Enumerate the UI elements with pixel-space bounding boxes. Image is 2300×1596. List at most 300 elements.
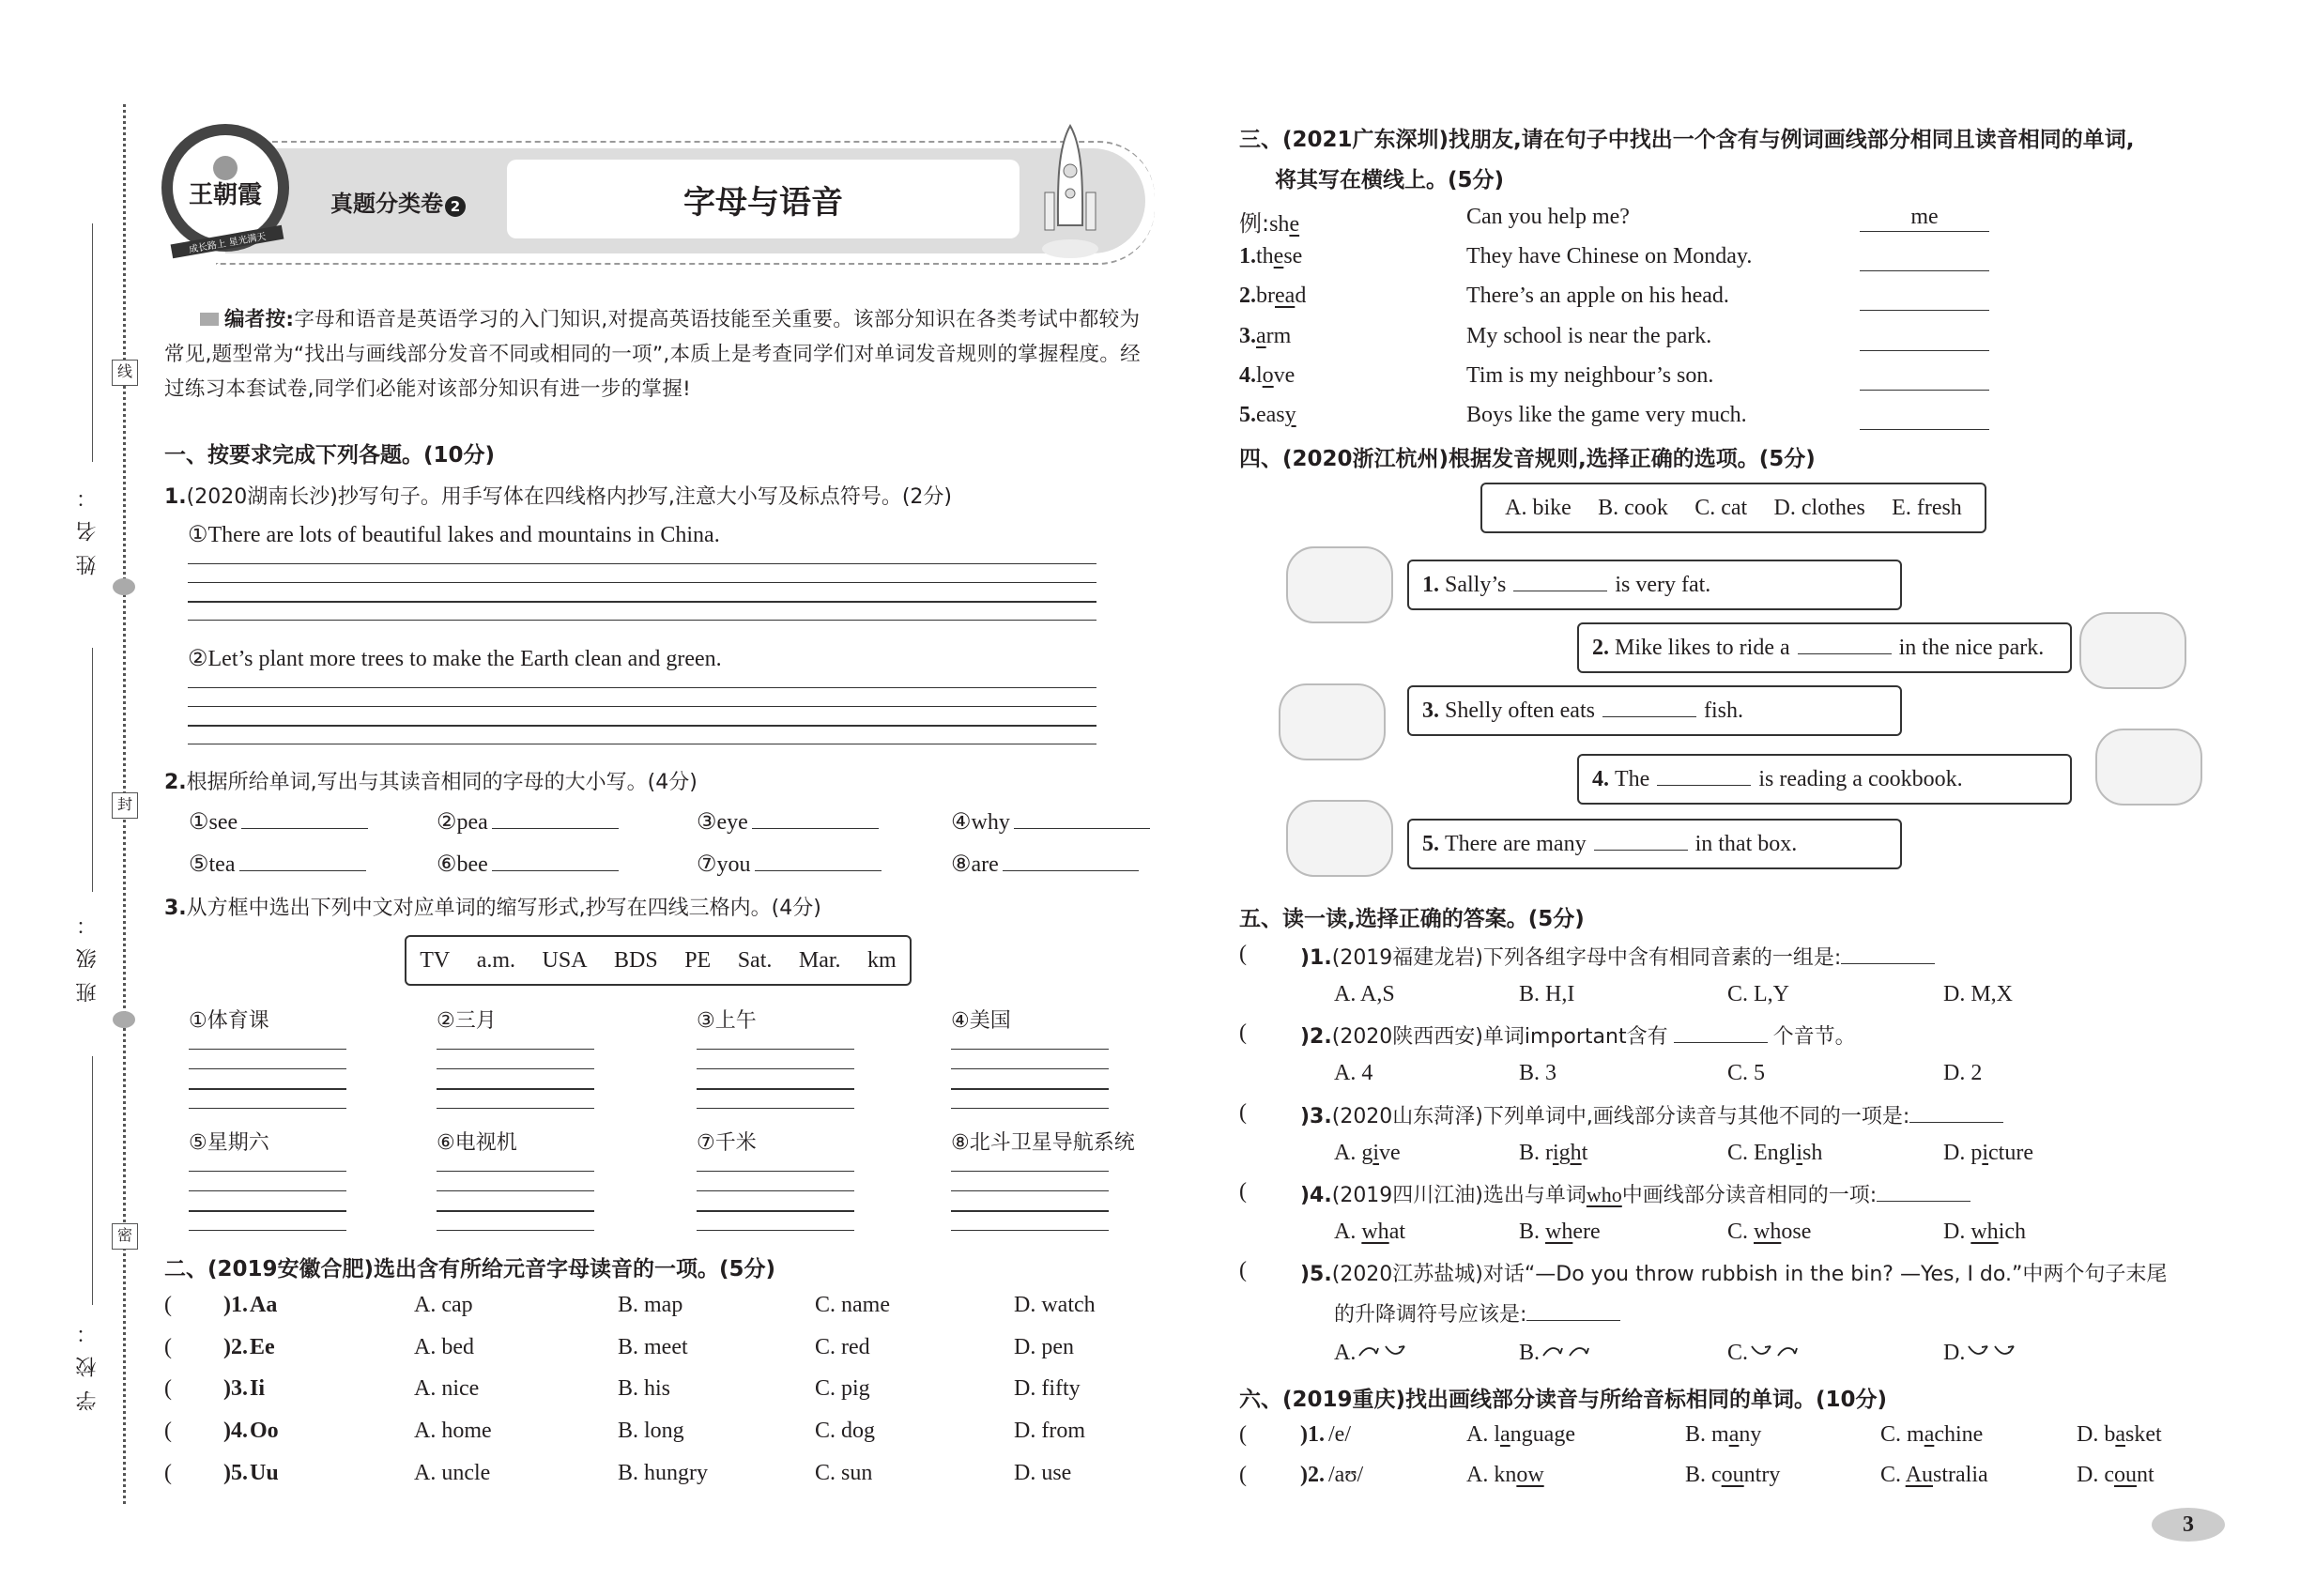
question-number: )5. [223, 1460, 248, 1485]
option-word [1361, 1141, 1400, 1165]
underlined-part: ou [2114, 1463, 2137, 1487]
section-heading: 四、(2020浙江杭州)根据发音规则,选择正确的选项。(5分) [1239, 447, 1816, 471]
word-part: sh [1269, 212, 1290, 237]
target-word [1256, 244, 1302, 269]
word-item [951, 851, 1139, 878]
option[interactable] [1334, 982, 1395, 1007]
underlined-part: wh [1754, 1220, 1782, 1244]
option-word [1907, 1422, 1983, 1447]
word-item [437, 851, 619, 878]
option[interactable] [1727, 1220, 1811, 1245]
question-number: )1. [1300, 1422, 1325, 1447]
four-line-grid[interactable] [437, 1171, 594, 1229]
word-part: sket [2125, 1422, 2162, 1447]
answer-blank[interactable] [492, 809, 619, 829]
option-word [1361, 1220, 1405, 1244]
sentence-part: in that box. [1694, 832, 1798, 856]
word-part: ve [1273, 362, 1296, 388]
option-word [2104, 1422, 2161, 1447]
rocket-icon [1037, 122, 1103, 263]
option-letter: D. [2077, 1463, 2105, 1487]
word-part: se [1283, 244, 1303, 269]
answer-blank[interactable] [1860, 284, 1989, 311]
four-line-grid[interactable] [437, 1049, 594, 1107]
option[interactable] [1014, 1335, 1074, 1360]
option[interactable] [1466, 1422, 1575, 1448]
option[interactable] [1727, 1061, 1765, 1086]
example-word [1239, 363, 1295, 389]
word-part: cture [1988, 1141, 2033, 1165]
word-part: ose [1781, 1220, 1812, 1244]
four-line-grid[interactable] [189, 1171, 346, 1229]
section-heading: 六、(2019重庆)找出画线部分读音与所给音标相同的单词。(10分) [1239, 1388, 1888, 1412]
option-word [1494, 1463, 1543, 1487]
option-word [1545, 1220, 1601, 1244]
answer-paren[interactable]: ( [1239, 1463, 1247, 1487]
word-part: g [1361, 1141, 1373, 1165]
avatar [213, 156, 238, 180]
question-number: 2. [1592, 636, 1609, 660]
option[interactable] [1014, 1419, 1085, 1444]
item-label [437, 1005, 497, 1034]
answer-paren[interactable]: ( [1239, 942, 1247, 966]
option-text: D. from [1014, 1419, 1085, 1444]
underlined-part: Au [1905, 1463, 1934, 1487]
word-part: ny [1739, 1422, 1762, 1447]
option-text: A. home [414, 1419, 492, 1444]
word-part: t [1581, 1141, 1588, 1165]
sentence-box [1407, 560, 1902, 610]
option[interactable] [1880, 1463, 1988, 1488]
option[interactable] [1334, 1141, 1401, 1166]
answer-paren[interactable]: ( [1239, 1422, 1247, 1447]
option-word [1711, 1463, 1780, 1487]
word-bank-option: PE [684, 948, 712, 973]
option[interactable] [414, 1293, 473, 1318]
question-number: )4. [223, 1419, 248, 1444]
option[interactable] [1880, 1422, 1983, 1448]
option[interactable] [815, 1461, 872, 1486]
word-bank-option: Mar. [798, 948, 841, 973]
answer-blank[interactable] [1513, 572, 1607, 591]
option[interactable] [815, 1376, 870, 1402]
word-part: l [1256, 362, 1263, 388]
four-line-grid[interactable] [951, 1171, 1109, 1229]
option[interactable] [1466, 1463, 1544, 1488]
sentence-text: Tim is my neighbour’s son. [1466, 362, 1714, 388]
option-text: B. his [618, 1376, 671, 1402]
item-label [437, 1127, 517, 1156]
answer-blank[interactable] [1003, 852, 1139, 871]
option[interactable] [1519, 1061, 1556, 1086]
item-word: ③eye [697, 810, 748, 835]
sentence-part: is very fat. [1615, 573, 1711, 597]
option[interactable] [1943, 982, 2013, 1007]
name-line [92, 223, 93, 462]
question-text: (2019福建龙岩)下列各组字母中含有相同音素的一组是: [1331, 946, 1842, 970]
option-letter: D. [1943, 1341, 1966, 1365]
sentence-part: fish. [1703, 698, 1743, 723]
target-word [1256, 284, 1306, 308]
question-number: )2. [223, 1334, 248, 1359]
item-text: ③上午 [697, 1009, 757, 1033]
answer-blank[interactable] [752, 809, 879, 829]
question-letter: Uu [250, 1460, 279, 1485]
option-letter: A. [1334, 1341, 1357, 1365]
sentence-part: in the nice park. [1898, 636, 2045, 660]
underlined-part: i [1796, 1141, 1803, 1165]
underlined-part: ou [1721, 1463, 1744, 1487]
item-word: ⑤tea [189, 852, 236, 877]
answer-paren[interactable]: ( [1239, 1021, 1247, 1045]
question-text: 的升降调符号应该是: [1334, 1303, 1527, 1327]
question-1 [164, 481, 952, 510]
intonation-option[interactable] [1943, 1341, 2017, 1366]
class-label: 班级： [76, 901, 100, 1003]
option-text: D. clothes [1773, 496, 1865, 520]
option[interactable] [618, 1461, 708, 1486]
word-part: d [1295, 284, 1307, 309]
question-row [223, 1419, 279, 1444]
sentence-box [1577, 754, 2072, 805]
class-line [92, 648, 93, 892]
question-number: 5. [1239, 403, 1256, 427]
section-heading: 三、(2021广东深圳)找朋友,请在句子中找出一个含有与例词画线部分相同且读音相同的单词, [1239, 128, 2135, 152]
sentence-box [1407, 819, 1902, 869]
item-label [697, 1005, 757, 1034]
option[interactable] [1519, 1220, 1601, 1245]
example-word [1239, 205, 1299, 238]
answer-blank[interactable] [755, 852, 882, 871]
rise-fall-intonation-icon [1357, 1343, 1382, 1359]
option[interactable] [1014, 1376, 1081, 1402]
question-text: (2020江苏盐城)对话“—Do you throw rubbish in the bin? —Yes, I do.”中两个句子末尾 [1331, 1263, 2168, 1286]
question-text: 中画线部分读音相同的一项: [1621, 1184, 1878, 1207]
item-word: ⑧are [951, 852, 999, 877]
option-letter: B. [1685, 1422, 1712, 1447]
option[interactable] [2077, 1463, 2154, 1488]
word-part: Engl [1754, 1141, 1797, 1165]
word-item [437, 808, 619, 836]
fall-rise-intonation-icon [1750, 1343, 1774, 1359]
underlined-part: ow [1516, 1463, 1544, 1487]
option-text: B. 3 [1519, 1061, 1557, 1085]
question-row [223, 1376, 265, 1402]
question-number: 3. [1239, 323, 1256, 348]
word-part: eas [1256, 403, 1285, 427]
answer-blank[interactable] [1014, 809, 1150, 829]
sentence-box [1577, 622, 2072, 673]
option[interactable] [618, 1335, 688, 1360]
word-part: m [1711, 1422, 1729, 1447]
option-word [1970, 1141, 2033, 1165]
question-number: 1. [164, 485, 187, 509]
answer-blank[interactable] [239, 852, 366, 871]
section-heading: 一、按要求完成下列各题。(10分) [164, 443, 496, 468]
underlined-part: a [1728, 1422, 1740, 1447]
answer-blank[interactable] [1526, 1301, 1620, 1321]
option[interactable] [414, 1461, 490, 1486]
answer-blank[interactable] [1860, 324, 1989, 351]
answer-paren[interactable]: ( [164, 1460, 172, 1485]
underlined-part: e [1289, 212, 1300, 237]
word-part: nguage [1510, 1422, 1575, 1447]
series-label-text: 真题分类卷 [330, 191, 443, 217]
word-part: l [1494, 1422, 1501, 1447]
example-word [1239, 403, 1296, 428]
item-word: ⑦you [697, 852, 751, 877]
underlined-part: wh [1970, 1220, 1999, 1244]
answer-blank[interactable] [1798, 635, 1892, 654]
option[interactable] [1519, 1141, 1587, 1166]
item-label [189, 1127, 269, 1156]
question-number: 1. [1422, 573, 1439, 597]
copy-sentence: ①There are lots of beautiful lakes and mountains in China. [188, 523, 720, 547]
answer-blank[interactable] [1841, 944, 1935, 964]
option-text: D. 2 [1943, 1061, 1983, 1085]
option-letter: B. [1519, 1141, 1546, 1165]
answer-paren[interactable]: ( [164, 1293, 172, 1317]
option-text: C. L,Y [1727, 982, 1789, 1006]
question-number: )2. [1300, 1025, 1332, 1049]
question-row [223, 1293, 277, 1318]
sentence [1466, 403, 1747, 428]
option-text: A. 4 [1334, 1061, 1373, 1085]
item-text: ①体育课 [189, 1009, 269, 1033]
answer-paren[interactable]: ( [1239, 1179, 1247, 1204]
answer-blank[interactable] [1674, 1023, 1768, 1043]
question-letter: Ee [250, 1334, 275, 1359]
option[interactable] [1685, 1463, 1780, 1488]
item-text: ⑤星期六 [189, 1131, 269, 1155]
answer-text: me [1910, 205, 1939, 229]
sentence-part: There are many [1445, 832, 1587, 856]
question-number: 1. [1239, 244, 1256, 269]
option[interactable] [815, 1419, 875, 1444]
option[interactable] [1685, 1422, 1761, 1448]
option-text: C. name [815, 1293, 890, 1317]
option[interactable] [1519, 982, 1574, 1007]
option[interactable] [618, 1419, 684, 1444]
option[interactable] [1943, 1141, 2033, 1166]
word-item [189, 851, 366, 878]
four-line-grid[interactable] [697, 1171, 854, 1229]
item-text: ②三月 [437, 1009, 497, 1033]
four-line-grid[interactable] [188, 563, 1096, 622]
series-label [330, 185, 466, 218]
answer-blank[interactable] [1877, 1182, 1970, 1202]
option-letter: A. [1334, 1141, 1362, 1165]
question-3 [164, 892, 821, 921]
option-text: C. 5 [1727, 1061, 1766, 1085]
option[interactable] [815, 1335, 870, 1360]
option-text: A. cap [414, 1293, 473, 1317]
underlined-part: ea [1275, 284, 1296, 309]
question-number: 2. [164, 771, 187, 794]
sentence-text: There’s an apple on his head. [1466, 284, 1729, 309]
option[interactable] [414, 1335, 474, 1360]
option-letter: C. [1727, 1341, 1749, 1365]
option[interactable] [815, 1293, 890, 1318]
target-word [1256, 403, 1296, 427]
option-text: D. watch [1014, 1293, 1096, 1317]
smiley-icon [113, 578, 135, 595]
sentence-part: Mike likes to ride a [1615, 636, 1790, 660]
option-letter: A. [1466, 1463, 1495, 1487]
option[interactable] [1727, 1141, 1822, 1166]
answer-blank[interactable] [241, 809, 368, 829]
option-word [1711, 1422, 1761, 1447]
word-part: rm [1265, 323, 1292, 348]
option[interactable] [618, 1376, 670, 1402]
word-bank-option: BDS [614, 948, 658, 973]
seal-box: 线 [112, 360, 138, 386]
question-text-cont [1334, 1298, 1620, 1327]
option-word [1970, 1220, 2026, 1244]
seal-box: 密 [112, 1223, 138, 1250]
four-line-grid[interactable] [188, 687, 1096, 745]
sentence-part: Sally’s [1445, 573, 1507, 597]
section-heading: 五、读一读,选择正确的答案。(5分) [1239, 907, 1585, 931]
answer-blank[interactable] [1602, 698, 1696, 717]
word-bank-option: a.m. [476, 948, 516, 973]
answer-blank[interactable] [1860, 205, 1989, 232]
question-number: 4. [1592, 767, 1609, 791]
word-part: stralia [1933, 1463, 1988, 1487]
answer-blank[interactable] [1860, 363, 1989, 391]
four-line-grid[interactable] [951, 1049, 1109, 1107]
word-part: ere [1572, 1220, 1601, 1244]
answer-blank[interactable] [1909, 1103, 2003, 1123]
four-line-grid[interactable] [697, 1049, 854, 1107]
cat-picture [1286, 546, 1393, 623]
sentence-text: Boys like the game very much. [1466, 403, 1747, 427]
word-part: m [1907, 1422, 1924, 1447]
option[interactable] [414, 1419, 492, 1444]
item-text: ⑥电视机 [437, 1131, 517, 1155]
intonation-option[interactable] [1727, 1341, 1801, 1366]
question-row [1300, 1179, 1970, 1208]
option-letter: D. [1943, 1141, 1971, 1165]
answer-paren[interactable]: ( [164, 1376, 172, 1402]
question-row [1300, 1422, 1351, 1448]
option-text: C. sun [815, 1460, 873, 1485]
item-word: ⑥bee [437, 852, 488, 877]
option[interactable] [1943, 1220, 2026, 1245]
answer-blank[interactable] [1657, 766, 1751, 786]
answer-paren[interactable]: ( [164, 1419, 172, 1444]
word-item [697, 851, 882, 878]
word-part: sh [1802, 1141, 1823, 1165]
word-item [697, 808, 879, 836]
school-line [92, 1056, 93, 1305]
option-text: D. M,X [1943, 982, 2014, 1006]
pen-icon [200, 313, 219, 326]
example-label: 例: [1239, 210, 1270, 237]
word-part: chine [1934, 1422, 1984, 1447]
logo-text: 王朝霞 [188, 181, 262, 209]
sentence-part: The [1615, 767, 1650, 791]
underlined-part: a [2115, 1422, 2125, 1447]
intonation-option[interactable] [1334, 1341, 1408, 1366]
page-title: 字母与语音 [683, 184, 843, 222]
question-number: )2. [1300, 1463, 1325, 1487]
option-letter: C. [1880, 1422, 1908, 1447]
underlined-part: o [1262, 362, 1274, 388]
answer-blank[interactable] [492, 852, 619, 871]
question-row [1300, 1100, 2003, 1129]
word-bank-option: km [867, 948, 897, 973]
underlined-part: wh [1361, 1220, 1389, 1244]
answer-paren[interactable]: ( [164, 1334, 172, 1359]
question-row [1300, 942, 1935, 971]
option-text: D. use [1014, 1460, 1072, 1485]
answer-paren[interactable]: ( [1239, 1100, 1247, 1125]
option-letter: B. [1519, 1341, 1541, 1365]
underlined-part: a [1256, 323, 1266, 348]
option-letter: A. [1466, 1422, 1495, 1447]
word-bank-option: TV [420, 948, 451, 973]
sentence [1466, 284, 1729, 309]
sentence-part: is reading a cookbook. [1758, 767, 1963, 791]
copy-sentence: ②Let’s plant more trees to make the Earth clean and green. [188, 647, 722, 671]
option[interactable] [1727, 982, 1789, 1007]
answer-blank[interactable] [1860, 403, 1989, 430]
option[interactable] [414, 1376, 479, 1402]
fall-rise-intonation-icon [1384, 1343, 1408, 1359]
sentence [1466, 363, 1713, 389]
four-line-grid[interactable] [189, 1049, 346, 1107]
question-number: 2. [1239, 284, 1256, 309]
intonation-option[interactable] [1519, 1341, 1592, 1366]
sentence [1466, 324, 1711, 349]
word-part: kn [1494, 1463, 1517, 1487]
question-row [1300, 1463, 1363, 1488]
example-word [1239, 324, 1291, 349]
option[interactable] [2077, 1422, 2162, 1448]
question-row [223, 1461, 279, 1486]
answer-paren[interactable]: ( [1239, 1258, 1247, 1282]
option[interactable] [1334, 1061, 1372, 1086]
question-number: )4. [1300, 1184, 1332, 1207]
option[interactable] [1014, 1293, 1096, 1318]
option-word [2104, 1463, 2154, 1487]
option-text: B. cook [1598, 496, 1668, 520]
option[interactable] [618, 1293, 682, 1318]
word-part: br [1256, 284, 1275, 309]
seal-box: 封 [112, 792, 138, 819]
option[interactable] [1334, 1220, 1405, 1245]
question-letter: Ii [250, 1376, 266, 1402]
question-number: )1. [1300, 946, 1332, 970]
option[interactable] [1014, 1461, 1071, 1486]
answer-blank[interactable] [1594, 831, 1688, 851]
sentence-text: They have Chinese on Monday. [1466, 244, 1753, 269]
underlined-part: a [1924, 1422, 1935, 1447]
question-number: )3. [1300, 1105, 1332, 1128]
option-word [1754, 1220, 1811, 1244]
word-item [189, 808, 368, 836]
option-text: B. H,I [1519, 982, 1575, 1006]
option-text: C. red [815, 1334, 870, 1359]
editor-note-text: 字母和语音是英语学习的入门知识,对提高英语技能至关重要。该部分知识在各类考试中都较为常见,题型常为“找出与画线部分发音不同或相同的一项”,本质上是考查同学们对单词发音规则的掌握程度。经过练习本套试卷,同学们必能对该部分知识有进一步的掌握! [164, 308, 1141, 401]
option-text: A. bed [414, 1334, 474, 1359]
example-word [1239, 244, 1302, 269]
option[interactable] [1943, 1061, 1982, 1086]
sentence-text: My school is near the park. [1466, 323, 1712, 348]
item-word: ②pea [437, 810, 488, 835]
answer-blank[interactable] [1860, 244, 1989, 271]
